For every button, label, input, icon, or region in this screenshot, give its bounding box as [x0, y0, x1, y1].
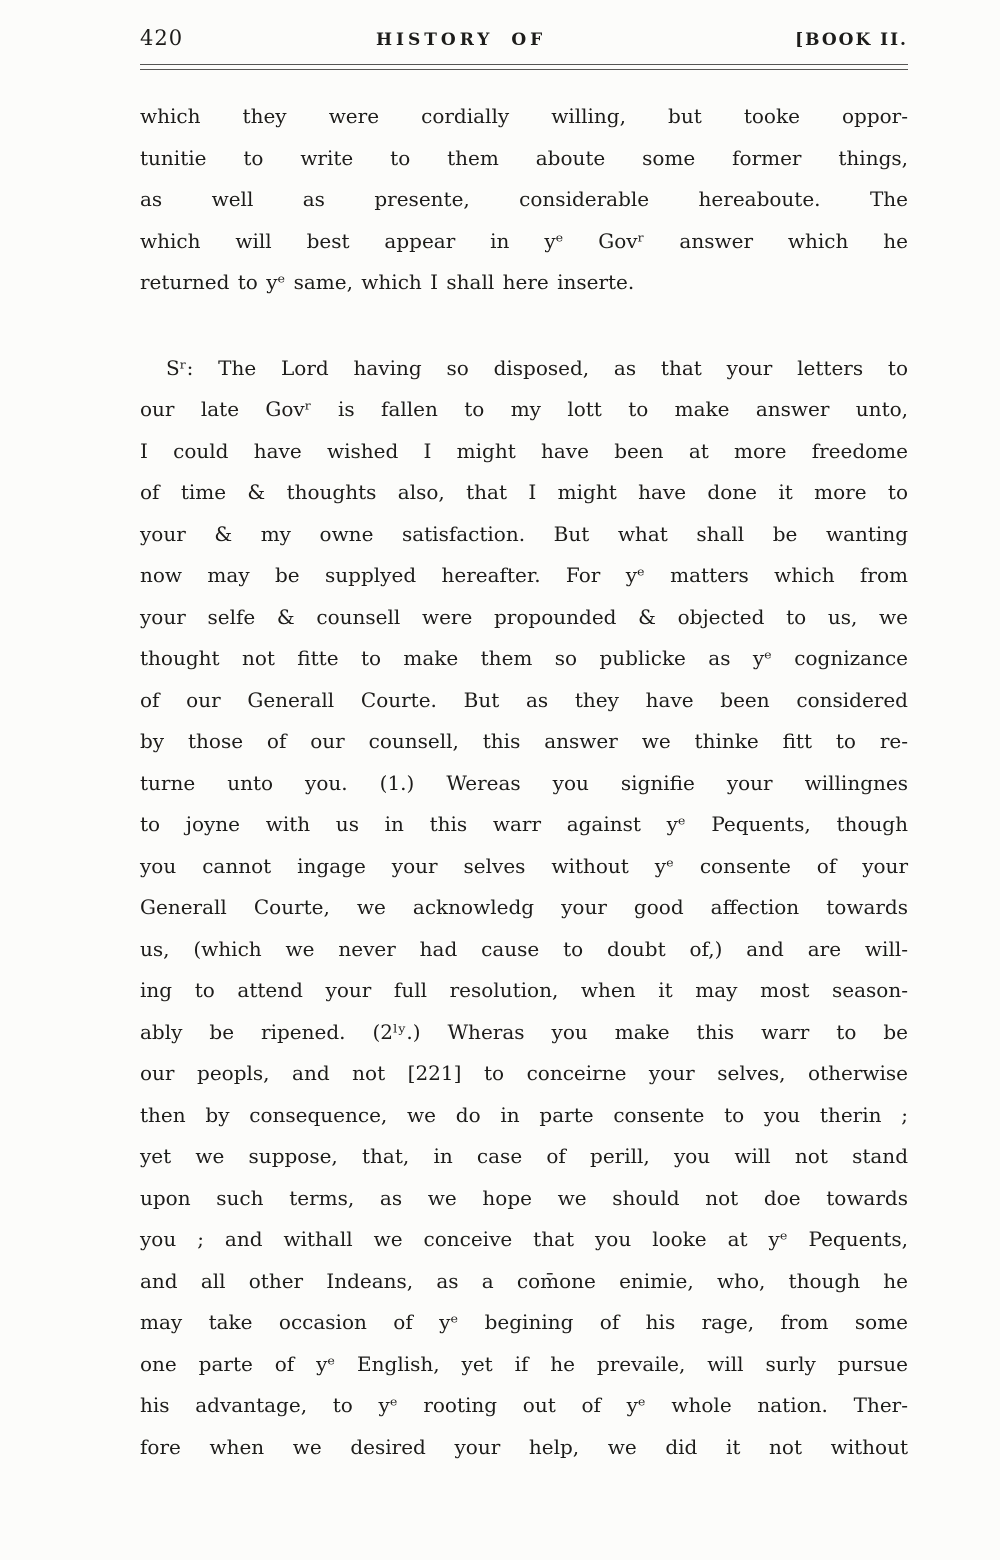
paragraph-letter [140, 348, 908, 1469]
text-line: you cannot ingage your selves without yᵉ consente of your [140, 853, 908, 878]
text-line: your selfe & counsell were propounded & objected to us, we [140, 604, 908, 629]
book-label: [BOOK II. [795, 30, 908, 50]
text-line: his advantage, to yᵉ rooting out of yᵉ whole nation. Ther- [140, 1393, 908, 1417]
text-line: fore when we desired your help, we did it not without [140, 1434, 908, 1459]
text-line: us, (which we never had cause to doubt of,) and are will- [140, 936, 908, 961]
text-line: our peopls, and not [221] to conceirne your selves, otherwise [140, 1061, 908, 1085]
text-line: of our Generall Courte. But as they have been considered [140, 687, 908, 712]
text-line: and all other Indeans, as a com̄one enimie, who, though he [140, 1268, 908, 1293]
text-line: may take occasion of yᵉ begining of his rage, from some [140, 1310, 908, 1334]
text-line: our late Govʳ is fallen to my lott to make answer unto, [140, 397, 908, 421]
text-line: to joyne with us in this warr against yᵉ Pequents, though [140, 812, 908, 836]
text-line: thought not fitte to make them so publicke as yᵉ cognizance [140, 646, 908, 670]
page-header [140, 0, 908, 50]
page-number: 420 [140, 26, 184, 50]
text-line: yet we suppose, that, in case of perill, you will not stand [140, 1144, 908, 1168]
running-title: HISTORY OF [375, 30, 547, 50]
text-line: returned to yᵉ same, which I shall here inserte. [140, 270, 635, 294]
text-line: which will best appear in yᵉ Govʳ answer which he [140, 228, 908, 253]
text-line: you ; and withall we conceive that you looke at yᵉ Pequents, [140, 1227, 908, 1251]
header-rule [140, 64, 908, 70]
text-block [140, 96, 908, 1468]
text-line: Sʳ: The Lord having so disposed, as that your letters to [166, 355, 908, 380]
paragraph-continuation [140, 96, 908, 304]
text-line: tunitie to write to them aboute some former things, [140, 145, 908, 170]
text-line: ably be ripened. (2ˡʸ.) Wheras you make this warr to be [140, 1019, 908, 1044]
text-line: now may be supplyed hereafter. For yᵉ matters which from [140, 563, 908, 587]
text-line: your & my owne satisfaction. But what shall be wanting [140, 521, 908, 546]
text-line: upon such terms, as we hope we should not doe towards [140, 1185, 908, 1210]
text-line: I could have wished I might have been at more freedome [140, 438, 908, 463]
text-line: one parte of yᵉ English, yet if he prevaile, will surly pursue [140, 1351, 908, 1376]
text-line: by those of our counsell, this answer we thinke fitt to re- [140, 729, 908, 753]
text-line: then by consequence, we do in parte consente to you therin ; [140, 1102, 908, 1127]
text-line: ing to attend your full resolution, when it may most season- [140, 978, 908, 1002]
text-line: turne unto you. (1.) Wereas you signifie your willingnes [140, 770, 908, 795]
text-line: of time & thoughts also, that I might have done it more to [140, 480, 908, 504]
text-line: Generall Courte, we acknowledg your good affection towards [140, 895, 908, 919]
text-line: as well as presente, considerable hereaboute. The [140, 187, 908, 211]
text-line: which they were cordially willing, but tooke oppor- [140, 104, 908, 128]
